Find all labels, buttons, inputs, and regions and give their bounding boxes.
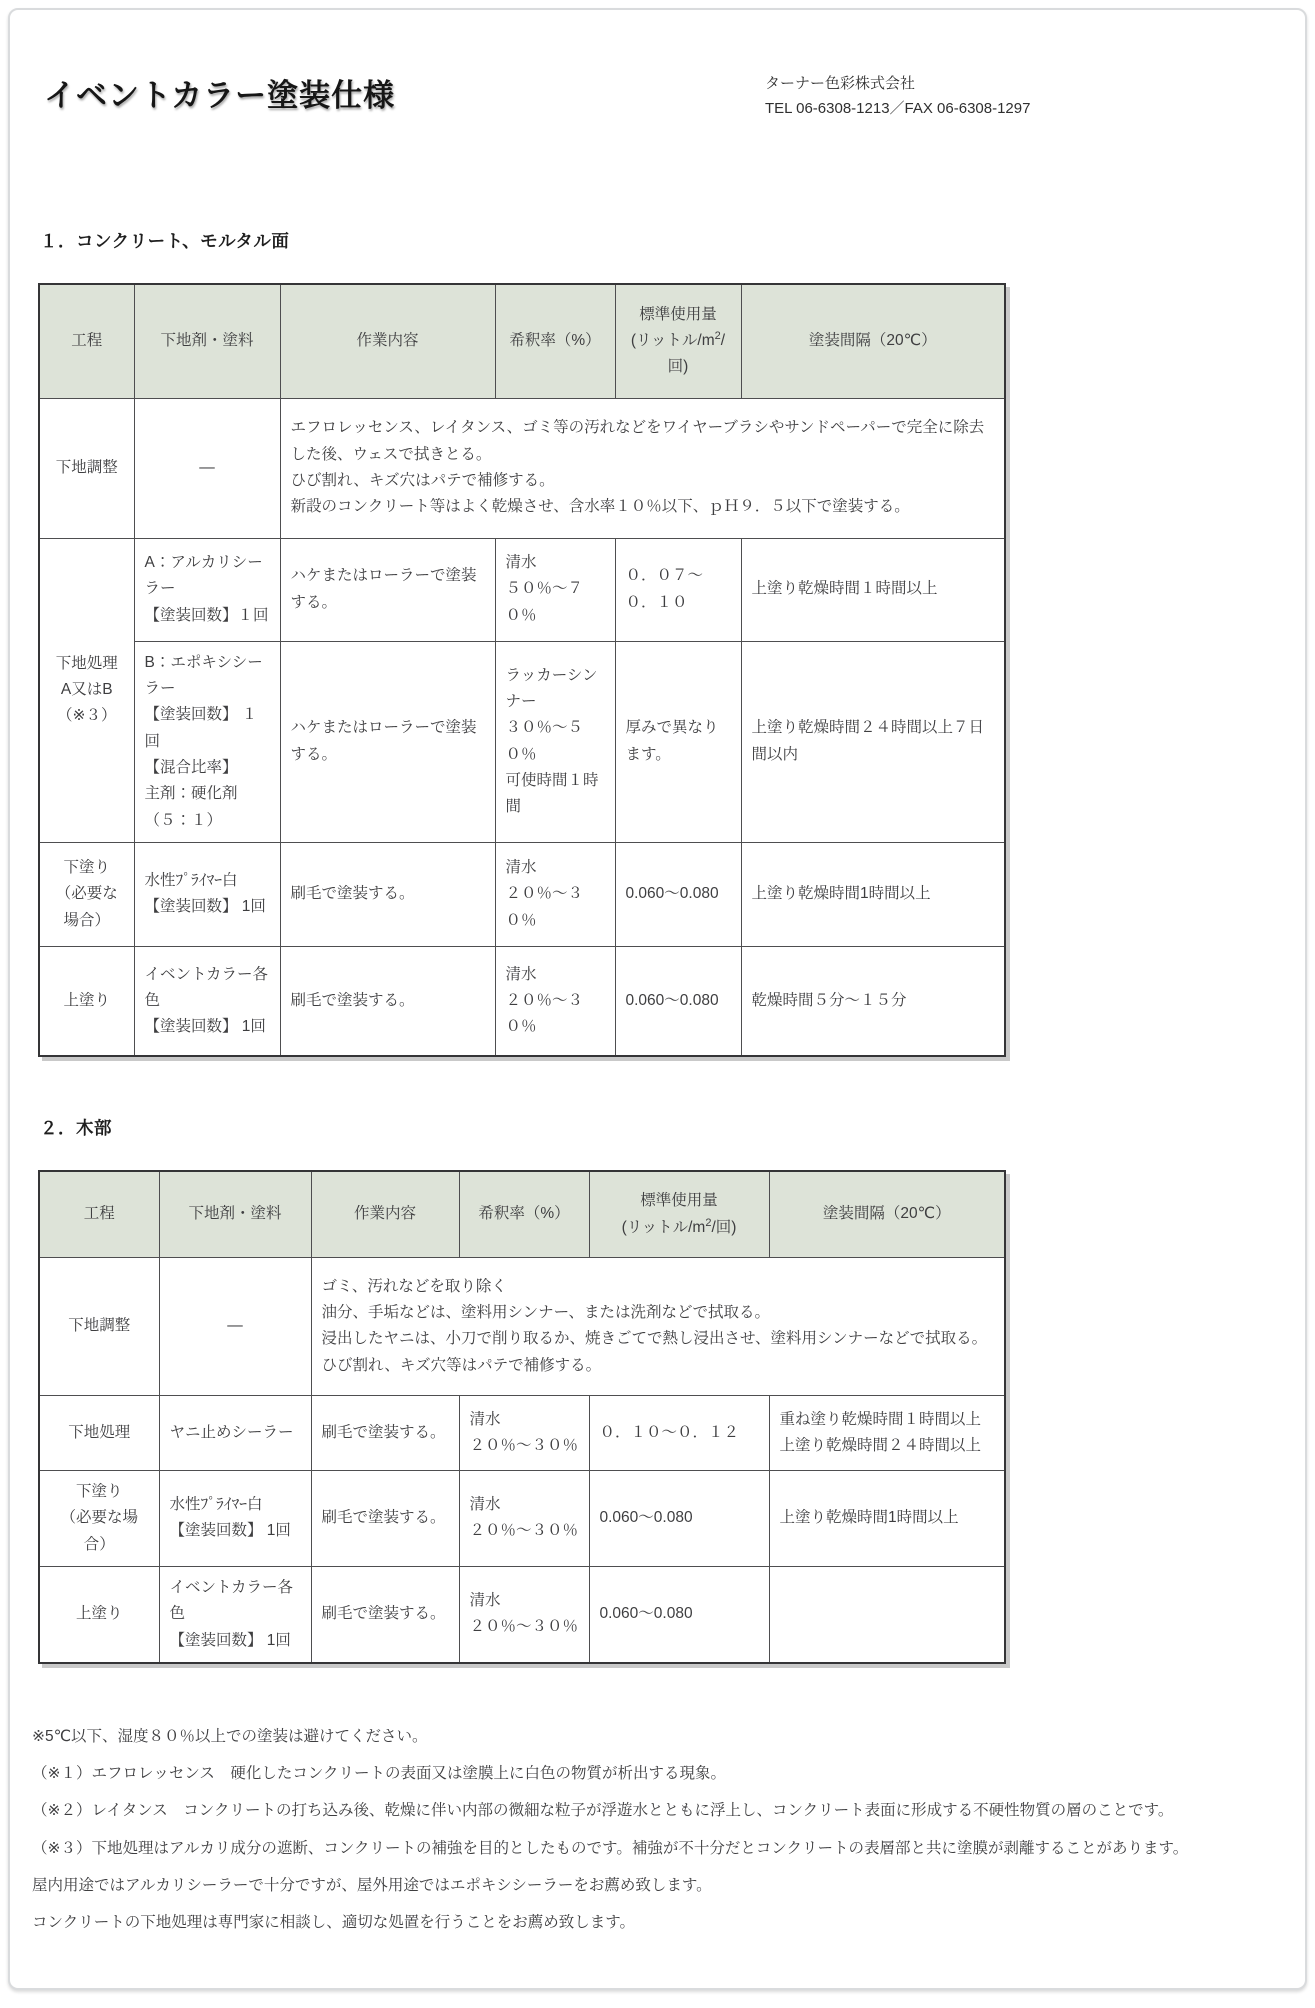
company-info bbox=[765, 72, 1030, 122]
document-header bbox=[38, 10, 1277, 130]
table-cell: 刷毛で塗装する。 bbox=[311, 1566, 459, 1663]
table-cell: 清水 ２０％～３０％ bbox=[495, 842, 615, 946]
section-heading-wood: ２．木部 bbox=[40, 1118, 112, 1139]
table-cell: 0.060～0.080 bbox=[615, 842, 741, 946]
column-header: 下地剤・塗料 bbox=[134, 284, 280, 398]
table-cell: ラッカーシンナー ３０％～５０％ 可使時間１時間 bbox=[495, 641, 615, 842]
table-cell: ハケまたはローラーで塗装する。 bbox=[280, 641, 495, 842]
column-header: 塗装間隔（20℃） bbox=[741, 284, 1005, 398]
table-cell: 上塗り乾燥時間1時間以上 bbox=[769, 1470, 1005, 1566]
table-cell: 清水 ５０％～７０％ bbox=[495, 538, 615, 641]
table-cell: 清水 ２０％～３０％ bbox=[459, 1395, 589, 1470]
note-line: （※３）下地処理はアルカリ成分の遮断、コンクリートの補強を目的としたものです。補強が不十分だとコンクリートの表層部と共に塗膜が剥離することがあります。 bbox=[32, 1839, 1189, 1857]
table-cell: 清水 ２０％～３０％ bbox=[495, 946, 615, 1056]
column-header: 作業内容 bbox=[311, 1171, 459, 1257]
note-line: コンクリートの下地処理は専門家に相談し、適切な処置を行うことをお薦め致します。 bbox=[32, 1913, 635, 1931]
table-cell: ゴミ、汚れなどを取り除く 油分、手垢などは、塗料用シンナー、または洗剤などで拭取る。 浸出したヤニは、小刀で削り取るか、焼きごてで熱し浸出させ、塗料用シンナーなどで拭取る。 ひび割れ、キズ穴等はパテで補修する。 bbox=[311, 1257, 1005, 1395]
table-cell: 下地処理 bbox=[39, 1395, 159, 1470]
table-cell: 水性ﾌﾟﾗｲﾏｰ白 【塗装回数】 1回 bbox=[159, 1470, 311, 1566]
table-cell: 刷毛で塗装する。 bbox=[311, 1395, 459, 1470]
table-cell: イベントカラー各色 【塗装回数】 1回 bbox=[134, 946, 280, 1056]
table-cell: ヤニ止めシーラー bbox=[159, 1395, 311, 1470]
table-cell: 下塗り （必要な場合） bbox=[39, 1470, 159, 1566]
table-cell: B：エポキシシーラー 【塗装回数】 １回 【混合比率】 主剤：硬化剤 （５：１） bbox=[134, 641, 280, 842]
table-cell: 上塗り乾燥時間２４時間以上７日間以内 bbox=[741, 641, 1005, 842]
section-heading-concrete: １．コンクリート、モルタル面 bbox=[40, 231, 290, 251]
table-cell: ― bbox=[159, 1257, 311, 1395]
table-cell: 下塗り （必要な場合） bbox=[39, 842, 134, 946]
column-header: 塗装間隔（20℃） bbox=[769, 1171, 1005, 1257]
table-cell: ０．０７～０．１０ bbox=[615, 538, 741, 641]
note-line: ※5℃以下、湿度８０％以上での塗装は避けてください。 bbox=[32, 1727, 428, 1745]
column-header: 作業内容 bbox=[280, 284, 495, 398]
column-header: 標準使用量 (リットル$/m^2/$回) bbox=[615, 284, 741, 398]
company-name: ターナー色彩株式会社 bbox=[765, 75, 916, 92]
table-cell: 刷毛で塗装する。 bbox=[280, 842, 495, 946]
table-cell: エフロレッセンス、レイタンス、ゴミ等の汚れなどをワイヤーブラシやサンドペーパーで完全に除去した後、ウェスで拭きとる。 ひび割れ、キズ穴はパテで補修する。 新設のコンクリート等はよく乾燥させ、含水率１０％以下、ｐＨ９．５以下で塗装する。 bbox=[280, 398, 1005, 538]
table-row bbox=[39, 1257, 1005, 1395]
table-cell: 下地調整 bbox=[39, 1257, 159, 1395]
column-header: 工程 bbox=[39, 284, 134, 398]
company-contact: TEL 06-6308-1213／FAX 06-6308-1297 bbox=[765, 99, 1031, 117]
table-cell: 重ね塗り乾燥時間１時間以上 上塗り乾燥時間２４時間以上 bbox=[769, 1395, 1005, 1470]
note-line: （※１）エフロレッセンス 硬化したコンクリートの表面又は塗膜上に白色の物質が析出する現象。 bbox=[32, 1765, 727, 1783]
spec-table-wood bbox=[38, 1170, 1006, 1664]
column-header: 下地剤・塗料 bbox=[159, 1171, 311, 1257]
table-cell: ― bbox=[134, 398, 280, 538]
note-line: （※２）レイタンス コンクリートの打ち込み後、乾燥に伴い内部の微細な粒子が浮遊水とともに浮上し、コンクリート表面に形成する不硬性物質の層のことです。 bbox=[32, 1802, 1174, 1820]
table-row bbox=[39, 946, 1005, 1056]
table-row bbox=[39, 1566, 1005, 1663]
table-row bbox=[39, 641, 1005, 842]
table-cell: 上塗り乾燥時間１時間以上 bbox=[741, 538, 1005, 641]
table-cell: 下地処理 A又はB （※３） bbox=[39, 538, 134, 842]
table-cell: ハケまたはローラーで塗装する。 bbox=[280, 538, 495, 641]
table-cell: 0.060～0.080 bbox=[589, 1566, 769, 1663]
table-cell: 清水 ２０％～３０％ bbox=[459, 1470, 589, 1566]
column-header: 標準使用量 (リットル$/m^2/$回) bbox=[589, 1171, 769, 1257]
table-cell: イベントカラー各色 【塗装回数】 1回 bbox=[159, 1566, 311, 1663]
column-header: 希釈率（%） bbox=[495, 284, 615, 398]
table-cell: 刷毛で塗装する。 bbox=[280, 946, 495, 1056]
table-cell bbox=[769, 1566, 1005, 1663]
table-cell: 清水 ２０％～３０％ bbox=[459, 1566, 589, 1663]
table-cell: 0.060～0.080 bbox=[589, 1470, 769, 1566]
table-cell: 水性ﾌﾟﾗｲﾏｰ白 【塗装回数】 1回 bbox=[134, 842, 280, 946]
notes-block bbox=[32, 1718, 1277, 1941]
table-cell: 上塗り bbox=[39, 1566, 159, 1663]
page-title: イベントカラー塗装仕様 bbox=[44, 78, 396, 113]
table-row bbox=[39, 398, 1005, 538]
table-cell: A：アルカリシーラー 【塗装回数】１回 bbox=[134, 538, 280, 641]
table-cell: 下地調整 bbox=[39, 398, 134, 538]
table-row bbox=[39, 1395, 1005, 1470]
table-row bbox=[39, 842, 1005, 946]
table-row bbox=[39, 1470, 1005, 1566]
table-cell: 乾燥時間５分～１５分 bbox=[741, 946, 1005, 1056]
note-line: 屋内用途ではアルカリシーラーで十分ですが、屋外用途ではエポキシシーラーをお薦め致します。 bbox=[32, 1876, 712, 1894]
table-cell: ０．１０～０．１２ bbox=[589, 1395, 769, 1470]
column-header: 工程 bbox=[39, 1171, 159, 1257]
table-row bbox=[39, 538, 1005, 641]
table-cell: 刷毛で塗装する。 bbox=[311, 1470, 459, 1566]
column-header: 希釈率（%） bbox=[459, 1171, 589, 1257]
table-cell: 厚みで異なります。 bbox=[615, 641, 741, 842]
spec-table-concrete bbox=[38, 283, 1006, 1057]
document-page bbox=[8, 8, 1307, 1990]
table-cell: 上塗り乾燥時間1時間以上 bbox=[741, 842, 1005, 946]
table-cell: 上塗り bbox=[39, 946, 134, 1056]
table-cell: 0.060～0.080 bbox=[615, 946, 741, 1056]
